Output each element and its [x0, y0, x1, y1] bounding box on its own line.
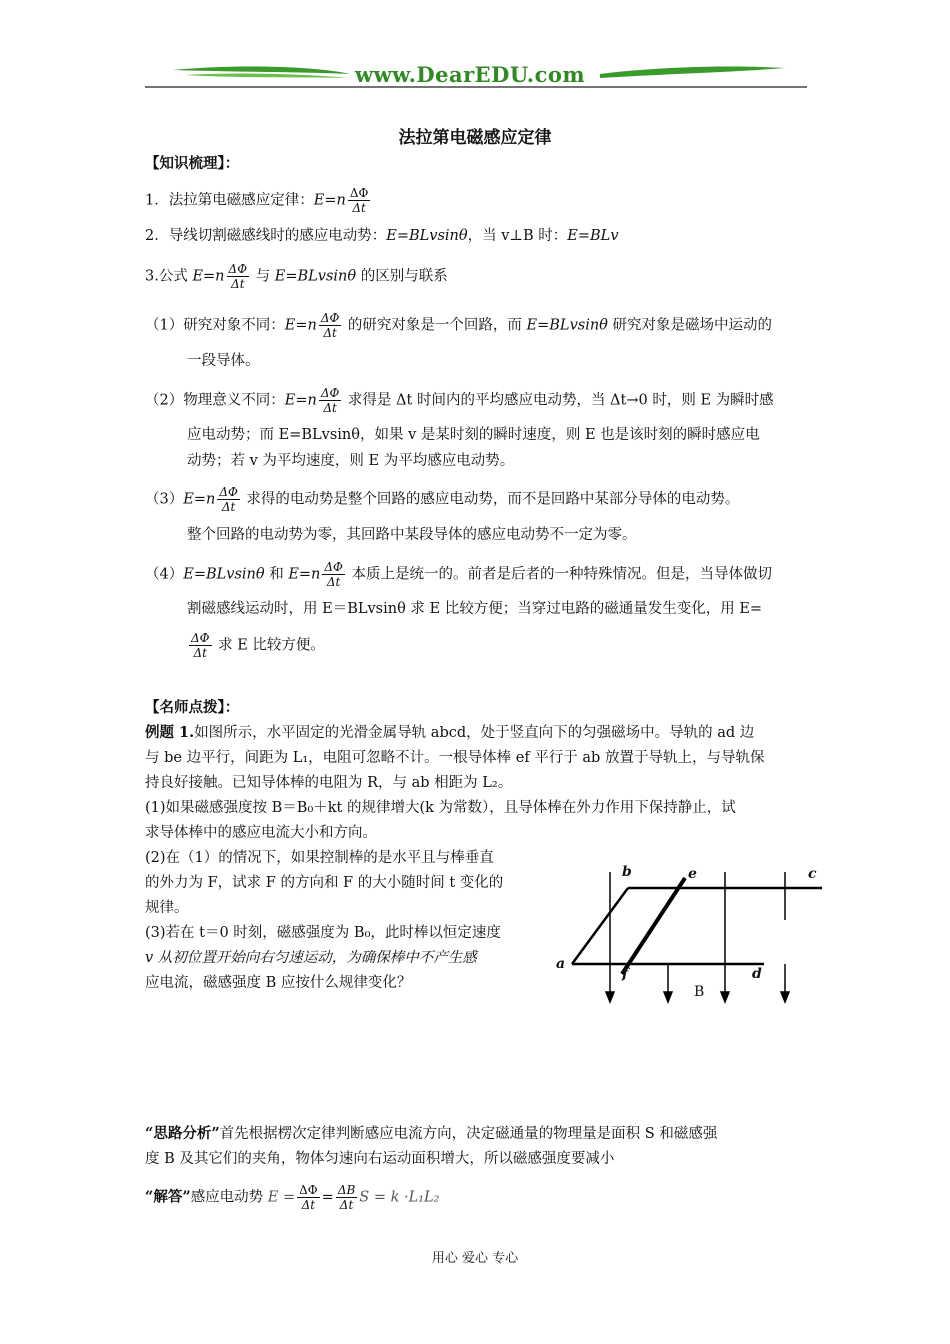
question-2-line3: 规律。 [145, 900, 189, 916]
label-d: d [752, 966, 762, 982]
page-title: 法拉第电磁感应定律 [398, 128, 552, 148]
answer-line: “解答”感应电动势 E = $\frac{\Delta\Phi}{\Delta t}$ = $\frac{\Delta B}{\Delta t}$ S = k ·L₁L₂ [145, 1183, 440, 1212]
section-heading-knowledge: 【知识梳理】： [145, 155, 240, 172]
question-2-line2: 的外力为 F，试求 F 的方向和 F 的大小随时间 t 变化的 [145, 875, 504, 891]
item-1: 1．法拉第电磁感应定律：E=n $\frac{\Delta\Phi}{\Delta t}$ [145, 186, 369, 215]
label-B: B [694, 984, 705, 1000]
fraction-dphi-dt: $\frac{\Delta\Phi}{\Delta t}$ [349, 186, 369, 215]
label-c: c [808, 866, 817, 882]
example-intro-line1: 例题 1.如图所示，水平固定的光滑金属导轨 abcd，处于竖直向下的匀强磁场中。导轨的 ad 边 [145, 724, 755, 741]
point-2-line3: 动势；若 v 为平均速度，则 E 为平均感应电动势。 [187, 453, 515, 469]
analysis-line2: 度 B 及其它们的夹角，物体匀速向右运动面积增大，所以磁感强度要减小 [145, 1151, 615, 1167]
question-1-line2: 求导体棒中的感应电流大小和方向。 [145, 825, 377, 841]
label-f: f [622, 966, 629, 982]
point-1: （1）研究对象不同：E=n $\frac{\Delta\Phi}{\Delta t}$ 的研究对象是一个回路，而 E=BLvsinθ 研究对象是磁场中运动的 [145, 311, 773, 340]
item-2: 2．导线切割磁感线时的感应电动势：E=BLvsinθ，当 v⊥B 时：E=BLv [145, 228, 619, 244]
point-4-line2: 割磁感线运动时，用 E＝BLvsinθ 求 E 比较方便；当穿过电路的磁通量发生变化，用 E= [187, 601, 763, 617]
question-3-line3: 应电流，磁感强度 B 应按什么规律变化？ [145, 975, 412, 991]
question-1-line1: (1)如果磁感强度按 B＝B₀＋kt 的规律增大(k 为常数），且导体棒在外力作用下保持静止，试 [145, 800, 736, 816]
label-b: b [622, 864, 632, 880]
analysis-line1: “思路分析”首先根据楞次定律判断感应电流方向，决定磁通量的物理量是面积 S 和磁感强 [145, 1125, 718, 1142]
section-heading-tips: 【名师点拨】： [145, 699, 240, 716]
point-3-line2: 整个回路的电动势为零，其回路中某段导体的感应电动势不一定为零。 [187, 527, 637, 543]
example-intro-line2: 与 be 边平行，间距为 L₁，电阻可忽略不计。一根导体棒 ef 平行于 ab 放置于导轨上，与导轨保 [145, 750, 765, 766]
page-footer: 用心 爱心 专心 [431, 1251, 519, 1266]
point-4-line3: $\frac{\Delta\Phi}{\Delta t}$ 求 E 比较方便。 [191, 631, 325, 660]
point-3: （3）E=n $\frac{\Delta\Phi}{\Delta t}$ 求得的电动势是整个回路的感应电动势，而不是回路中某部分导体的电动势。 [145, 485, 740, 514]
point-2: （2）物理意义不同：E=n $\frac{\Delta\Phi}{\Delta t}$ 求得是 Δt 时间内的平均感应电动势，当 Δt→0 时，则 E 为瞬时感 [145, 386, 774, 415]
point-1-line2: 一段导体。 [187, 353, 260, 369]
header-banner [145, 62, 807, 90]
logo-text: www.DearEDU.com [355, 62, 586, 87]
point-4: （4）E=BLvsinθ 和 E=n $\frac{\Delta\Phi}{\Delta t}$ 本质上是统一的。前者是后者的一种特殊情况。但是，当导体做切 [145, 560, 773, 589]
rod-ef [622, 878, 685, 974]
point-2-line2: 应电动势；而 E=BLvsinθ，如果 v 是某时刻的瞬时速度，则 E 也是该时刻的瞬时感应电 [187, 427, 760, 443]
rail-diagram [550, 860, 840, 1010]
example-intro-line3: 持良好接触。已知导体棒的电阻为 R，与 ab 相距为 L₂。 [145, 775, 513, 791]
rail-ab [572, 888, 628, 964]
label-a: a [556, 956, 566, 972]
question-2-line1: (2)在（1）的情况下，如果控制棒的是水平且与棒垂直 [145, 850, 494, 866]
question-3-line2: v 从初位置开始向右匀速运动，为确保棒中不产生感 [145, 950, 477, 966]
label-e: e [688, 866, 697, 882]
item-3: 3.公式 E=n $\frac{\Delta\Phi}{\Delta t}$ 与 E=BLvsinθ 的区别与联系 [145, 262, 448, 291]
question-3-line1: (3)若在 t＝0 时刻，磁感强度为 B₀，此时棒以恒定速度 [145, 925, 501, 941]
